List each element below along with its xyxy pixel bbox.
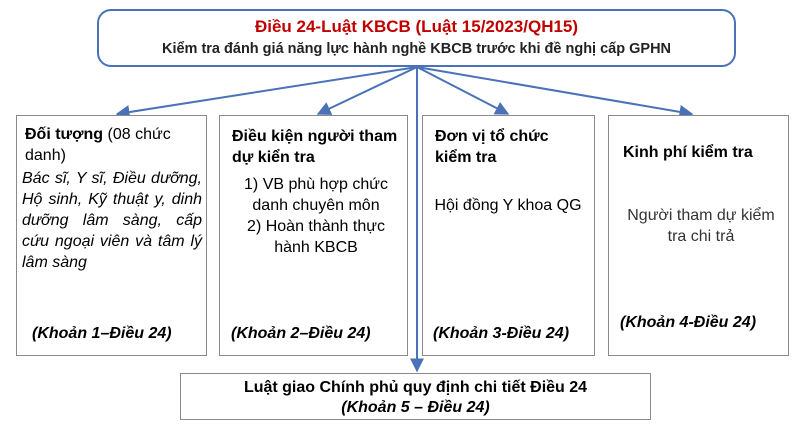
footer-line-2: (Khoản 5 – Điều 24) bbox=[341, 399, 490, 416]
box-funding-heading: Kinh phí kiểm tra bbox=[623, 144, 753, 161]
box-conditions-item-2: 2) Hoàn thành thực hành KBCB bbox=[247, 218, 385, 256]
box-subjects bbox=[16, 115, 207, 356]
box-conditions-item-1: 1) VB phù hợp chức danh chuyên môn bbox=[244, 176, 388, 214]
box-subjects-reference: (Khoản 1–Điều 24) bbox=[32, 325, 172, 342]
article-header-box bbox=[97, 9, 736, 67]
box-organizer-body: Hội đồng Y khoa QG bbox=[434, 197, 582, 214]
box-conditions bbox=[219, 115, 408, 356]
box-funding bbox=[608, 115, 789, 356]
box-funding-reference: (Khoản 4-Điều 24) bbox=[620, 314, 757, 331]
arrow-to-box-4 bbox=[417, 67, 692, 114]
box-organizer bbox=[422, 115, 595, 356]
box-subjects-body: Bác sĩ, Y sĩ, Điều dưỡng, Hộ sinh, Kỹ thuật y, dinh dưỡng lâm sàng, cấp cứu ngoại viên và tâm lý lâm sàng bbox=[22, 170, 202, 271]
box-conditions-heading: Điều kiện người tham dự kiển tra bbox=[232, 128, 398, 166]
box-subjects-heading-rest: (08 chức danh) bbox=[25, 126, 171, 164]
footer-box bbox=[180, 373, 651, 420]
footer-line-1: Luật giao Chính phủ quy định chi tiết Điều 24 bbox=[243, 379, 588, 396]
arrow-to-box-1 bbox=[117, 67, 417, 114]
box-subjects-heading bbox=[25, 124, 201, 166]
box-organizer-heading: Đơn vị tổ chức kiểm tra bbox=[435, 128, 549, 166]
box-subjects-heading-bold: Đối tượng bbox=[25, 126, 104, 143]
article-title: Điều 24-Luật KBCB (Luật 15/2023/QH15) bbox=[254, 17, 579, 36]
box-conditions-reference: (Khoản 2–Điều 24) bbox=[231, 325, 371, 342]
box-organizer-reference: (Khoản 3-Điều 24) bbox=[433, 325, 570, 342]
article-subtitle: Kiểm tra đánh giá năng lực hành nghề KBCB trước khi đề nghị cấp GPHN bbox=[161, 41, 672, 57]
box-funding-body: Người tham dự kiểm tra chi trả bbox=[627, 207, 775, 245]
